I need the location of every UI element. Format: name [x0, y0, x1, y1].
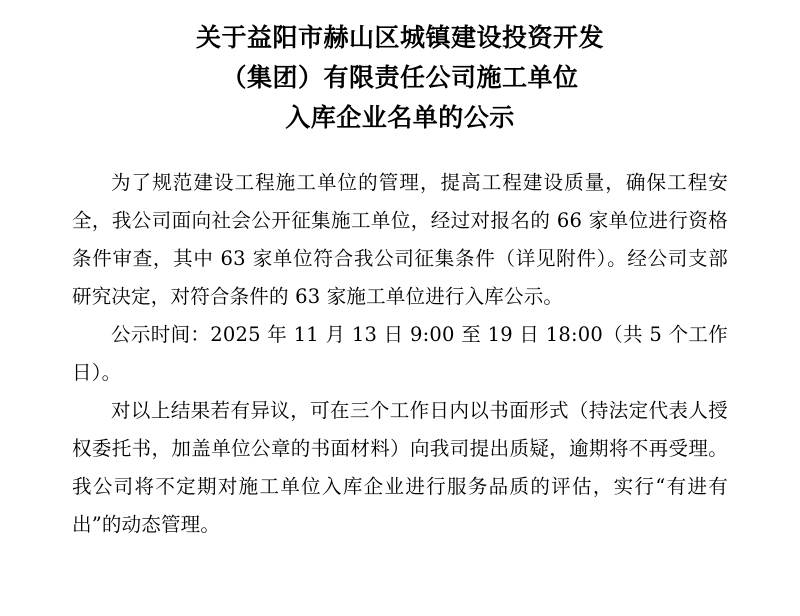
document-body	[72, 164, 728, 544]
page-title-line-1: 关于益阳市赫山区城镇建设投资开发	[195, 23, 604, 52]
paragraph-3: 对以上结果若有异议，可在三个工作日内以书面形式（持法定代表人授权委托书，加盖单位公章的书面材料）向我司提出质疑，逾期将不再受理。我公司将不定期对施工单位入库企业进行服务品质的评估，实行“有进有出”的动态管理。	[72, 399, 728, 536]
page-title-line-2: （集团）有限责任公司施工单位	[221, 63, 579, 92]
page-title	[72, 18, 728, 138]
page-title-line-3: 入库企业名单的公示	[285, 103, 515, 132]
paragraph-2: 公示时间：2025 年 11 月 13 日 9:00 至 19 日 18:00（共 5 个工作日）。	[72, 323, 728, 384]
paragraph-1: 为了规范建设工程施工单位的管理，提高工程建设质量，确保工程安全，我公司面向社会公开征集施工单位，经过对报名的 66 家单位进行资格条件审查，其中 63 家单位符合我公司征集条件（详见附件）。经公司支部研究决定，对符合条件的 63 家施工单位进行入库公示。	[72, 171, 728, 308]
